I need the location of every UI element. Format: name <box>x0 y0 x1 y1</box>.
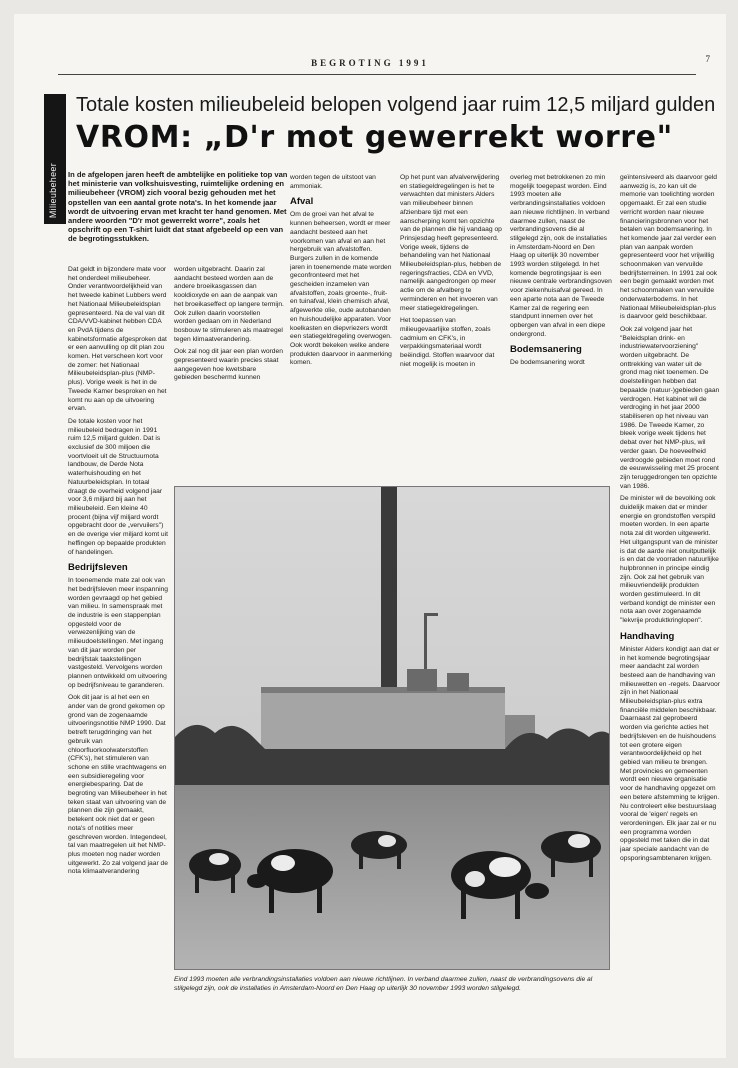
paragraph: Op het punt van afvalverwijdering en statiegeldregelingen is het te verwachten dat ministers Alders van milieubeheer binnen afzienbare tijd met een aanscherping komt ten opzichte van de plannen die hij vandaag op Prinsjesdag heeft gepresenteerd. Vorige week, tijdens de behandeling van het Nationaal Milieubeleidsplan-plus, hebben de regeringsfracties, CDA en VVD, namelijk aangedrongen op meer actie om de afvalberg te verminderen en het invoeren van meer statiegeldregelingen. <box>400 174 502 312</box>
column-5 <box>510 174 612 476</box>
photo-illustration <box>175 487 610 970</box>
section-tab <box>44 94 66 224</box>
chimney <box>381 487 397 705</box>
section-tab-label: Milieubeheer <box>48 162 58 218</box>
paragraph: Ook dit jaar is al het een en ander van de grond gekomen op grond van de zogenaamde uitvoeringsnotitie NMP 1990. Dat betreft terugdringing van het gebruik van chloorfluorkoolwaterstoffen (CFK's), het stimuleren van schone en stille vrachtwagens en een subsidieregeling voor energiebesparing. Dat de begroting van Milieubeheer in het teken staat van uitvoering van de plannen die zijn gemaakt, betekent ook niet dat er geen nota's of notities meer geschreven worden. Integendeel, tal van maatregelen uit het NMP-plus moeten nog nader worden uitgewerkt. Zo zal volgend jaar de nota klimaatverandering <box>68 694 168 876</box>
paragraph: Ook zal nog dit jaar een plan worden gepresenteerd waarin precies staat aangegeven hoe kwetsbare gebieden beschermd kunnen <box>174 348 283 382</box>
pasture <box>175 785 610 970</box>
paragraph: Om de groei van het afval te kunnen beheersen, wordt er meer aandacht besteed aan het voorkomen van afval en aan het hergebruik van afvalstoffen. Burgers zullen in de komende jaren in toenemende mate worden geconfronteerd met het gescheiden inzamelen van afvalstoffen, zoals groente-, fruit- en tuinafval, klein chemisch afval, afgewerkte olie, oude autobanden en huishoudelijke apparaten. Voor koelkasten en diepvriezers wordt een statiegeldregeling overwogen. Ook wordt bekeken welke andere produkten daarvoor in aanmerking komen. <box>290 211 392 367</box>
column-4 <box>400 174 504 476</box>
paragraph: De bodemsanering wordt <box>510 359 585 367</box>
column-1 <box>68 266 168 1046</box>
column-3 <box>290 174 392 476</box>
article-lead: In de afgelopen jaren heeft de ambtelijke en politieke top van het ministerie van volkshuisvesting, ruimtelijke ordening en milieubeheer (VROM) zich vooral bezig gehouden met het opstellen van een aantal grote nota's. In het komende jaar wordt de uitvoering ervan met kracht ter hand genomen. Met andere woorden "D'r mot gewerrekt worre", zoals het opschrift op een T-shirt luidt dat staat afgebeeld op een van de begrotingsstukken. <box>68 170 288 244</box>
incinerator-building <box>261 692 505 754</box>
article-headline: VROM: „D'r mot gewerrekt worre" <box>76 120 673 155</box>
photo-caption: Eind 1993 moeten alle verbrandingsinstallaties voldoen aan nieuwe richtlijnen. In verband daarmee zullen, naast de verbrandingsovens die al stilgelegd zijn, ook de installaties in Amsterdam-Noord en Den Haag op uiterlijk 30 november 1993 worden stilgelegd. <box>174 976 593 992</box>
paragraph: Dat geldt in bijzondere mate voor het onderdeel milieubeheer. Onder verantwoordelijkheid van het tweede kabinet Lubbers werd het Nationaal Milieubeleidsplan gepresenteerd. Na de val van dit CDA/VVD-kabinet hebben CDA en PvdA tijdens de kabinetsformatie afgesproken dat er een aanvulling op dit plan zou komen. Het verscheen kort voor de zomer: het Nationaal Milieubeleidsplan-plus (NMP-plus). Vorige week is het in de Tweede Kamer besproken en het komt nu aan op de uitvoering ervan. <box>68 266 167 413</box>
paragraph: In toenemende mate zal ook van het bedrijfsleven meer inspanning worden gevraagd op het gebied van milieu. In samenspraak met de industrie is een stappenplan opgesteld voor de verwezenlijking van de milieudoelstellingen. Met ingang van dit jaar worden per bedrijfstak taakstellingen vastgesteld. Vervolgens worden plannen ontwikkeld om uitvoering op bedrijfsniveau te garanderen. <box>68 577 168 689</box>
subheading-bedrijfsleven: Bedrijfsleven <box>68 562 128 574</box>
running-head: BEGROTING 1991 <box>311 58 429 68</box>
paragraph: worden uitgebracht. Daarin zal aandacht besteed worden aan de andere broeikasgassen dan kooldioxyde en aan de aanpak van het broeikaseffect op langere termijn. Ook zullen daarin voorstellen worden gedaan om in Nederland bosbouw te stimuleren als maatregel tegen klimaatverandering. <box>174 266 284 343</box>
paragraph: geïntensiveerd als daarvoor geld aanwezig is, zo kan uit de memorie van toelichting worden opgemaakt. Er zal een studie verricht worden naar nieuwe financieringsbronnen voor het betalen van bodemsanering. In het komende jaar zal verder een plan van aanpak worden gepresenteerd voor het vrijwillig schoonmaken van vervuilde bedrijfsterreinen. In 1991 zal ook een begin gemaakt worden met het schoonmaken van vervuilde onderwaterbodems. In het Nationaal Milieubeleidsplan-plus is daarvoor geld beschikbaar. <box>620 174 718 321</box>
paragraph: Minister Alders kondigt aan dat er in het komende begrotingsjaar meer aandacht zal worden besteed aan de handhaving van milieuwetten en -regels. Daarvoor zijn in het Nationaal Milieubeleidsplan-plus extra financiële middelen beschikbaar. Daarnaast zal geprobeerd worden via gerichte acties het bedrijfsleven en de huishoudens tot een grotere eigen verantwoordelijkheid op het gebied van milieu te brengen. Met provincies en gemeenten wordt een nieuwe organisatie voor de handhaving opgezet om een betere afstemming te krijgen. Nu controleert elke bestuurslaag vooral de 'eigen' regels en verordeningen. Elk jaar zal er nu een programma worden opgesteld met taken die in dat jaar speciale aandacht van de opsporingsambtenaren krijgen. <box>620 645 720 862</box>
photo-chimney-cows <box>174 486 610 970</box>
header-rule <box>58 74 696 75</box>
paragraph: De totale kosten voor het milieubeleid bedragen in 1991 ruim 12,5 miljard gulden. Dat is exclusief de 300 miljoen die voortvloeit uit de Structuurnota landbouw, de Derde Nota waterhuishouding en het Natuurbeleidsplan. In totaal draagt de overheid volgend jaar voor 3,6 miljard bij aan het milieubeleid. Een kleine 40 procent (bijna vijf miljard wordt opgebracht door de „vervuilers") en de overige vier miljard komt uit heffingen op bepaalde produkten of handelingen. <box>68 417 168 556</box>
article-kicker: Totale kosten milieubeleid belopen volgend jaar ruim 12,5 miljard gulden <box>76 94 716 116</box>
newspaper-page <box>14 14 726 1058</box>
subheading-handhaving: Handhaving <box>620 630 675 642</box>
paragraph: overleg met betrokkenen zo min mogelijk toegepast worden. Eind 1993 moeten alle verbrandingsinstallaties voldoen aan nieuwe richtlijnen. In verband daarmee zullen, naast de verbrandingsovens die al stilgelegd zijn, ook de installaties in Amsterdam-Noord en Den Haag op uiterlijk 30 november 1993 worden stilgelegd. In het komende begrotingsjaar is een nieuwe centrale verbrandingsoven voor ziekenhuisafval gereed. In een aparte nota aan de Tweede Kamer zal de regering een standpunt innemen over het opbergen van afval in een diepe ondergrond. <box>510 174 612 338</box>
paragraph: worden tegen de uitstoot van ammoniak. <box>290 174 376 190</box>
paragraph: Ook zal volgend jaar het "Beleidsplan drink- en industriewatervoorziening" worden uitgebracht. De onttrekking van water uit de grond mag niet toenemen. De doelstellingen hebben dat bepaalde (natuur-)gebieden gaan verdrogen. Het kabinet wil de verdroging in het jaar 2000 stabiliseren op het niveau van 1986. De Tweede Kamer, zo bleek vorige week tijdens het debat over het NMP-plus, wil verder gaan. De hoeveelheid verdroogde gebieden moet rond de eeuwwisseling met 25 procent zijn teruggedrongen ten opzichte van 1986. <box>620 325 720 490</box>
paragraph: Het toepassen van milieugevaarlijke stoffen, zoals cadmium en CFK's, in verpakkingsmateriaal wordt beëindigd. Stoffen waarvoor dat niet mogelijk is moeten in <box>400 317 495 368</box>
column-6 <box>620 174 720 1044</box>
subheading-bodemsanering: Bodemsanering <box>510 344 582 356</box>
column-2 <box>174 266 284 476</box>
subheading-afval: Afval <box>290 196 314 208</box>
paragraph: De minister wil de bevolking ook duidelijk maken dat er minder energie en grondstoffen verspild moeten worden. In een aparte nota zal dit worden uitgewerkt. Het uitgangspunt van de minister is dat de aarde niet onuitputtelijk is en dat de voorraden natuurlijke hulpbronnen in principe eindig zijn. Ook zal het gebruik van milieuvriendelijk produkten worden gestimuleerd. In dit verband kondigt de minister een nota aan over zogenaamde "lekvrije produktkringlopen". <box>620 495 719 625</box>
page-number: 7 <box>705 54 710 64</box>
